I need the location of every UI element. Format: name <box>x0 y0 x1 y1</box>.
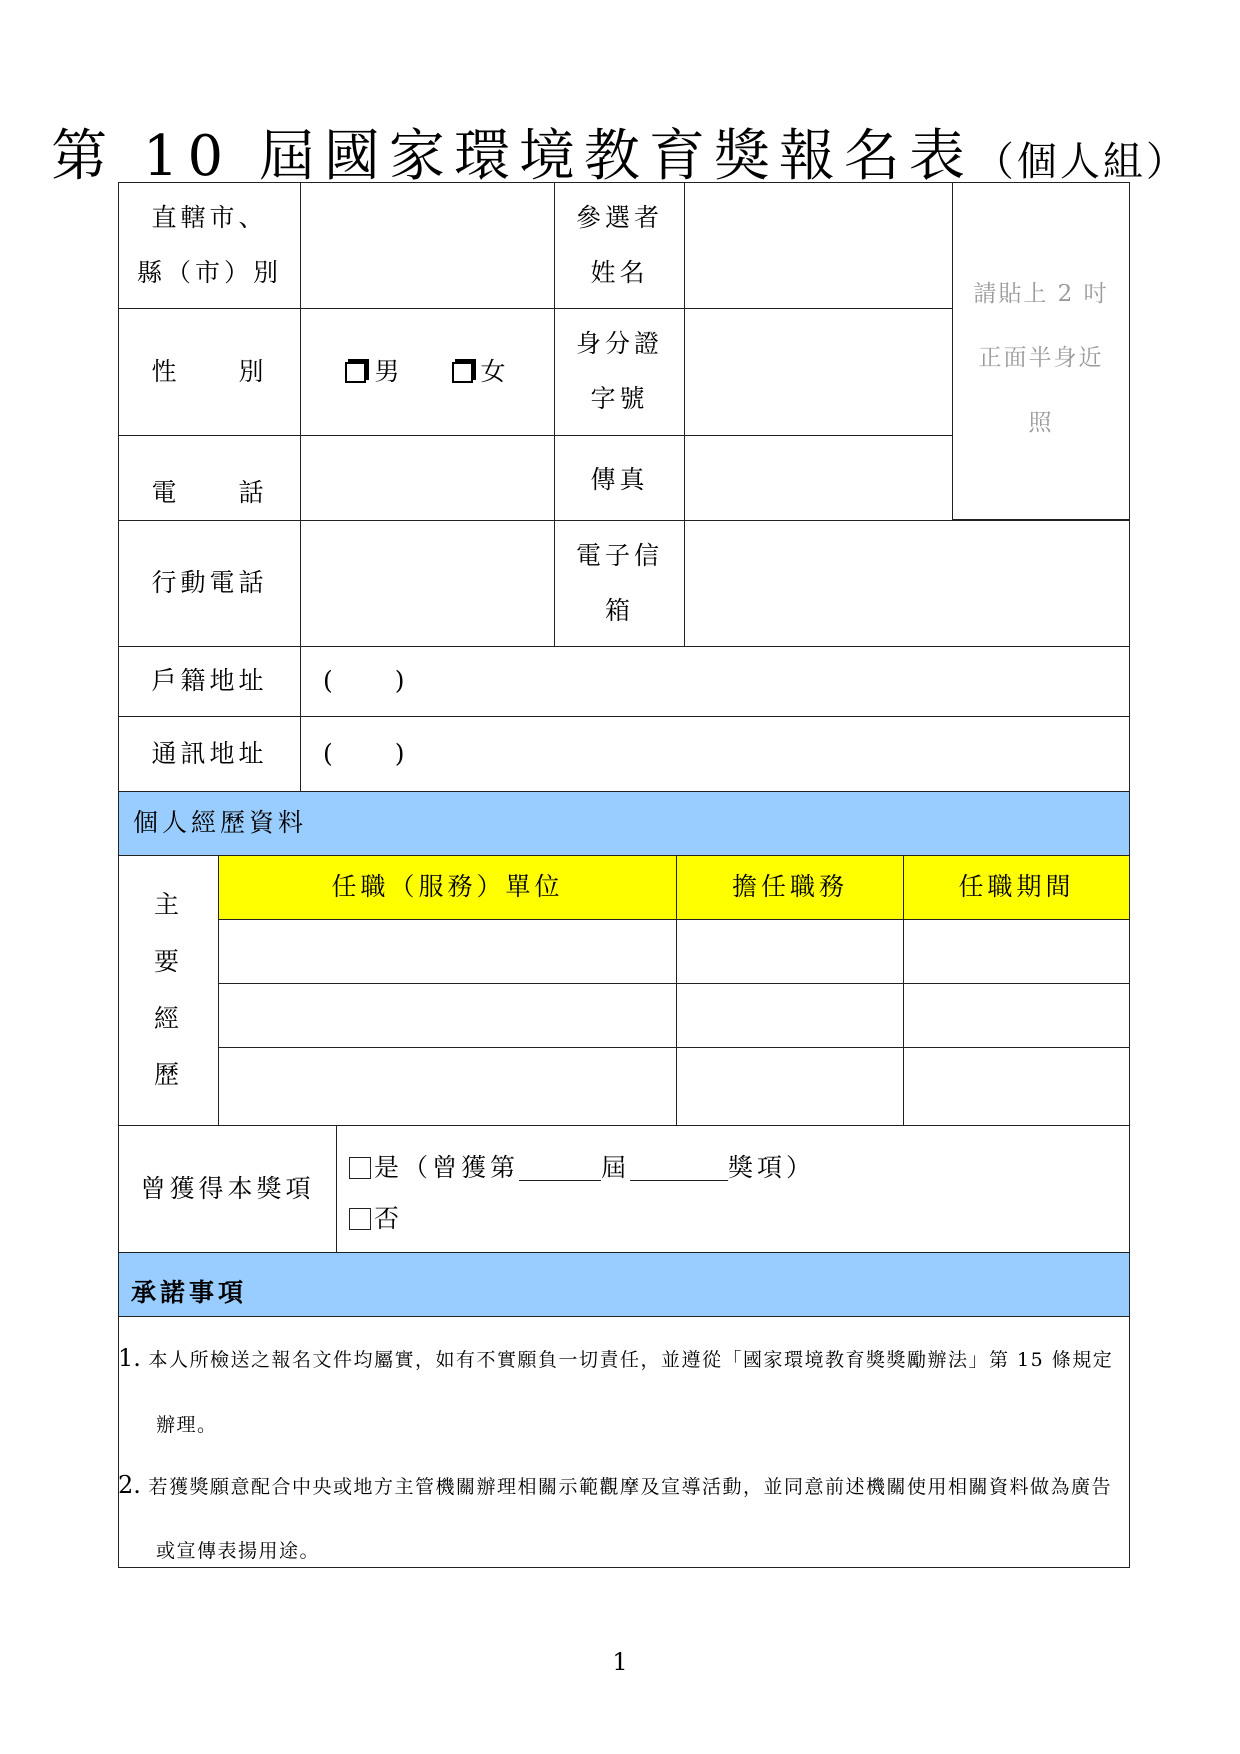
experience-row-2-period[interactable] <box>903 983 1130 1048</box>
email-label-line2: 箱 <box>604 595 634 625</box>
pledge-section-title: 承諾事項 <box>131 1278 248 1308</box>
household-address-label-cell <box>118 646 301 717</box>
experience-row-3-period[interactable] <box>903 1047 1130 1126</box>
award-yes-prefix: 是（曾獲第 <box>374 1153 520 1182</box>
award-history-label-cell <box>118 1125 337 1253</box>
city-field[interactable] <box>300 182 555 309</box>
page-title-main: 第 10 屆國家環境教育獎報名表 <box>51 124 974 189</box>
award-item-blank[interactable] <box>630 1156 728 1181</box>
page-number: 1 <box>612 1648 628 1676</box>
email-field[interactable] <box>684 520 1130 647</box>
pledge-item-1-text-2: 辦理。 <box>156 1414 218 1436</box>
award-session-blank[interactable] <box>519 1156 601 1181</box>
mailing-address-value: ( ) <box>323 738 409 768</box>
pledge-item-1-line1 <box>118 1344 1113 1372</box>
award-yes-option[interactable] <box>349 1154 815 1183</box>
pledge-section-header <box>118 1252 1130 1317</box>
pledge-item-2-line1 <box>118 1471 1112 1499</box>
mobile-field[interactable] <box>300 520 555 647</box>
gender-label: 性 別 <box>151 356 268 386</box>
id-number-field[interactable] <box>684 308 953 436</box>
pledge-item-2-text-2: 或宣傳表揚用途。 <box>156 1540 321 1562</box>
photo-box[interactable] <box>952 182 1130 520</box>
city-label-line2: 縣（市）別 <box>136 257 282 287</box>
fax-label: 傳真 <box>590 465 649 494</box>
household-address-label: 戶籍地址 <box>151 666 268 696</box>
column-header-unit <box>218 855 677 920</box>
phone-label: 電 話 <box>151 478 268 508</box>
pledge-item-2-number: 2. <box>118 1471 141 1499</box>
award-no-option[interactable] <box>349 1205 815 1234</box>
pledge-item-1-text: 本人所檢送之報名文件均屬實，如有不實願負一切責任，並遵從「國家環境教育獎獎勵辦法」第 15 條規定 <box>148 1349 1114 1371</box>
mobile-label-cell <box>118 520 301 647</box>
experience-side-char-1: 主 <box>153 890 183 919</box>
email-label-line1: 電子信 <box>575 540 663 570</box>
city-label-line1: 直轄市、 <box>151 202 268 232</box>
experience-side-char-2: 要 <box>153 946 183 976</box>
experience-row-1-period[interactable] <box>903 919 1130 984</box>
column-header-position-label: 擔任職務 <box>731 872 848 902</box>
column-header-period <box>903 855 1130 920</box>
gender-label-cell <box>118 308 301 436</box>
gender-field <box>300 308 555 436</box>
gender-male-option[interactable] <box>345 358 403 387</box>
page-title-suffix: （個人組） <box>973 139 1189 185</box>
experience-row-3-position[interactable] <box>676 1047 904 1126</box>
photo-hint-line2: 正面半身近 <box>978 345 1104 372</box>
mailing-address-field[interactable] <box>300 716 1130 792</box>
pledge-item-1-number: 1. <box>118 1344 141 1372</box>
city-label-cell <box>118 182 301 309</box>
experience-row-2-position[interactable] <box>676 983 904 1048</box>
gender-female-option[interactable] <box>452 358 510 387</box>
gender-female-label: 女 <box>480 356 510 386</box>
candidate-label-line2: 姓名 <box>590 257 649 287</box>
fax-field[interactable] <box>684 435 953 521</box>
award-history-label: 曾獲得本獎項 <box>140 1173 315 1203</box>
experience-section-title: 個人經歷資料 <box>133 808 308 838</box>
photo-hint-line3: 照 <box>1028 409 1054 436</box>
phone-label-cell <box>118 435 301 521</box>
pledge-item-1-line2 <box>156 1410 218 1437</box>
experience-side-char-3: 經 <box>153 1003 183 1033</box>
experience-row-1-unit[interactable] <box>218 919 677 984</box>
experience-row-1-position[interactable] <box>676 919 904 984</box>
phone-field[interactable] <box>300 435 555 521</box>
award-yes-suffix: 獎項） <box>728 1153 816 1182</box>
column-header-period-label: 任職期間 <box>958 872 1075 902</box>
pledge-item-2-line2 <box>156 1536 320 1563</box>
id-label-line2: 字號 <box>590 384 649 413</box>
photo-hint-line1: 請貼上 2 吋 <box>973 281 1109 307</box>
column-header-unit-label: 任職（服務）單位 <box>331 872 564 902</box>
candidate-name-field[interactable] <box>684 182 953 309</box>
fax-label-cell <box>554 435 685 521</box>
household-address-field[interactable] <box>300 646 1130 717</box>
award-history-options <box>336 1125 1130 1253</box>
household-address-value: ( ) <box>323 666 409 696</box>
award-no-checkbox-icon[interactable] <box>349 1208 371 1230</box>
email-label-cell <box>554 520 685 647</box>
award-no-label: 否 <box>374 1203 404 1233</box>
male-checkbox-icon[interactable] <box>345 362 366 383</box>
experience-row-2-unit[interactable] <box>218 983 677 1048</box>
mobile-label: 行動電話 <box>151 568 268 598</box>
mailing-address-label: 通訊地址 <box>151 738 268 768</box>
candidate-label-line1: 參選者 <box>575 202 663 232</box>
id-label-cell <box>554 308 685 436</box>
gender-male-label: 男 <box>374 356 404 386</box>
award-yes-checkbox-icon[interactable] <box>349 1157 371 1179</box>
id-label-line1: 身分證 <box>575 329 663 359</box>
experience-side-label-cell <box>118 855 219 1126</box>
female-checkbox-icon[interactable] <box>452 362 473 383</box>
experience-side-char-4: 歷 <box>153 1060 183 1090</box>
column-header-position <box>676 855 904 920</box>
candidate-name-label-cell <box>554 182 685 309</box>
experience-row-3-unit[interactable] <box>218 1047 677 1126</box>
mailing-address-label-cell <box>118 716 301 792</box>
award-yes-middle: 屆 <box>601 1153 631 1182</box>
pledge-item-2-text: 若獲獎願意配合中央或地方主管機關辦理相關示範觀摩及宣導活動，並同意前述機關使用相關資料做為廣告 <box>148 1476 1112 1498</box>
experience-section-header <box>118 791 1130 856</box>
